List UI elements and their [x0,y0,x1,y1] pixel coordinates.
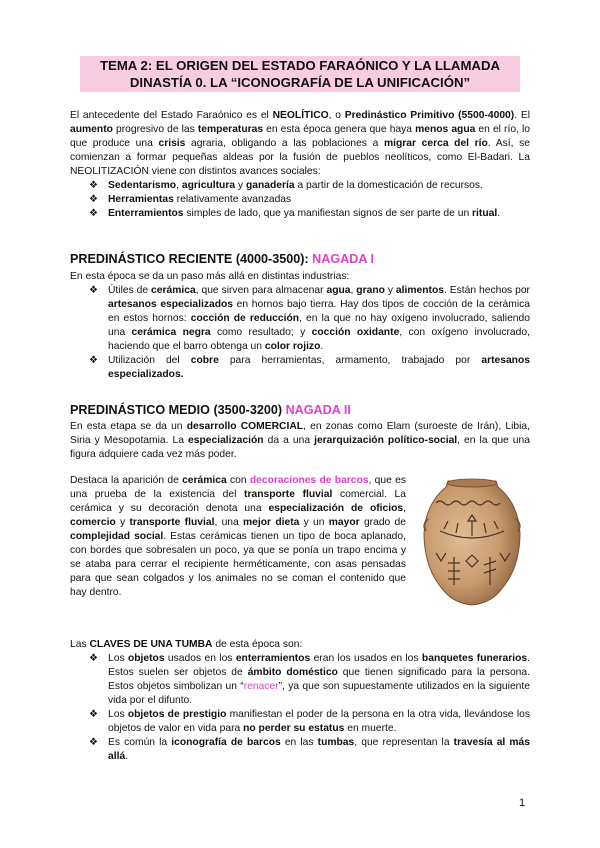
bold-run: grano [356,285,385,296]
section-reciente [70,270,530,382]
pottery-figure [414,473,530,611]
bold-run: complejidad social [70,531,164,542]
text-run: progresivo de las [112,124,198,135]
text-run: en hornos bajo tierra. Hay dos tipos de cocción de la cerámica en estos hornos: [108,299,531,324]
bold-run: CLAVES DE UNA TUMBA [89,639,213,650]
bold-run: transporte fluvial [129,517,215,528]
text-run: , que es una prueba de la existencia del [70,475,406,500]
list-item [70,193,530,207]
text-run: agraria, obligando a las poblaciones a [185,138,384,149]
section-heading-medio [70,403,351,417]
text-run: grado de [359,517,406,528]
text-run: , en la que no hay oxígeno involucrado, saliendo una [108,313,530,338]
bold-run: transporte fluvial [244,489,333,500]
tumba-bullet-list [70,652,530,764]
text-run: . [497,208,501,219]
text-run: . El [514,110,530,121]
bold-run: ganadería [245,180,295,191]
bold-run: desarrollo COMERCIAL [186,421,304,432]
bold-run: cerámica negra [131,327,211,338]
text-run: y un [299,517,329,528]
text-run: comercial. La cerámica y su decoración denota una [70,489,406,514]
text-run: . Están hechos por [443,285,530,296]
medio-paragraph-2 [70,474,406,600]
text-run: como resultado; y [210,327,312,338]
diamond-bullet-icon: ❖ [89,737,98,748]
text-run: de esta época son: [212,639,303,650]
bold-run: Enterramientos [108,208,184,219]
text-run: en muerte. [344,723,397,734]
diamond-bullet-icon: ❖ [89,208,98,219]
bold-run: ámbito doméstico [247,667,338,678]
bold-run: cocción oxidante [311,327,400,338]
text-run: Destaca la aparición de [70,475,183,486]
bold-run: temperaturas [197,124,264,135]
page-title-line-1: TEMA 2: EL ORIGEN DEL ESTADO FARAÓNICO Y LA LLAMADA [99,58,501,73]
bold-run: alimentos [395,285,444,296]
text-run: Útiles de [108,285,152,296]
text-run: , en la que una figura adquiere cada vez más poder. [70,435,530,460]
text-run: a partir de la domesticación de recursos. [294,180,483,191]
bold-run: artesanos especializados [108,299,234,310]
bold-run: iconografía de barcos [171,737,281,748]
list-item [70,207,530,221]
text-run: El antecedente del Estado Faraónico es el [70,110,273,121]
accent-run: decoraciones de barcos [249,475,369,486]
diamond-bullet-icon: ❖ [89,709,98,720]
intro-bullet-list [70,179,530,221]
text-run: , una [214,517,244,528]
diamond-bullet-icon: ❖ [89,653,98,664]
paragraph [70,474,406,600]
page-title-line-2: DINASTÍA 0. LA “ICONOGRAFÍA DE LA UNIFICACIÓN” [129,75,471,90]
bold-run: cobre [190,355,219,366]
text-run: En esta etapa se da un [70,421,187,432]
text-run: simples de lado, que ya manifiestan signos de ser parte de un [183,208,473,219]
bold-run: especialización de oficios [268,503,404,514]
intro-paragraph [70,109,530,179]
text-run: eran los usados en los [310,653,422,664]
text-run: en las [280,737,318,748]
bold-run: agua [326,285,351,296]
text-run: da a una [263,435,315,446]
bold-run: ritual [472,208,498,219]
text-run: que tienen significado para la persona. Estos objetos simbolizan un “ [108,667,530,692]
text-run: . Así, se comienzan a formar pequeñas aldeas por la fusión de pueblos neolíticos, como El-Badari. La NEOLITIZACIÓN viene con distintos avances sociales: [70,138,531,177]
section-heading-reciente [70,252,374,266]
tumba-section [70,638,530,764]
text-run: , en zonas como Elam (suroeste de Irán), Libia, Siria y Mesopotamia. La [70,421,531,446]
text-run: , o [328,110,345,121]
bold-run: Predinástico Primitivo (5500-4000) [344,110,515,121]
text-run: con [226,475,250,486]
text-run: en el río, lo que produce una [70,124,530,149]
medio-paragraph-1 [70,420,530,462]
list-item [70,354,530,382]
list-item [70,708,530,736]
text-run: para herramientas, armamento, trabajado por [218,355,482,366]
text-run: y [115,517,130,528]
paragraph [70,420,530,462]
bold-run: no perder su estatus [243,723,345,734]
bold-run: Sedentarismo [108,180,177,191]
bold-run: mejor dieta [243,517,300,528]
heading-accent: NAGADA I [312,252,374,266]
page-title [80,56,520,92]
section-intro: En esta época se da un paso más allá en distintas industrias: [70,271,350,282]
text-run: manifiestan el poder de la persona en la otra vida, llevándose los objetos de valor en vida para [108,709,530,734]
bold-run: mayor [328,517,360,528]
text-run: ”, ya que son supuestamente utilizados en la siguiente vida por el difunto. [108,681,530,706]
list-item [70,284,530,354]
bold-run: objetos [127,653,165,664]
bold-run: menos agua [415,124,476,135]
text-run: , [403,503,407,514]
bold-run: tumbas [317,737,355,748]
text-run: Las [70,639,90,650]
bold-run: objetos de prestigio [127,709,227,720]
accent-run: renacer [243,681,279,692]
text-run: , que sirven para almacenar [195,285,327,296]
text-run: . Estas cerámicas tienen un tipo de boca aplanado, con bordes que sobresalen un poco, ya que se ponía un trapo encima y se ataba para cerrar el recipiente herméticamente, con asas pensadas para que sean colgados y los animales no se coman el contenido que hay dentro. [70,531,406,598]
text-run: , [350,285,357,296]
bold-run: especialización [188,435,264,446]
text-run: en esta época genera que haya [263,124,416,135]
text-run: Utilización del [108,355,191,366]
bold-run: color rojizo [264,341,321,352]
text-run: y [235,180,246,191]
decorated-boat-pottery-vase-icon [414,473,530,611]
diamond-bullet-icon: ❖ [89,285,98,296]
text-run: Es común la [108,737,172,748]
heading-text: PREDINÁSTICO RECIENTE (4000-3500): [70,252,313,266]
bold-run: banquetes funerarios [421,653,528,664]
list-item [70,179,530,193]
text-run: usados en los [164,653,236,664]
page-number: 1 [519,797,526,809]
bold-run: agricultura [181,180,236,191]
bold-run: crisis [158,138,186,149]
heading-accent: NAGADA II [285,403,351,417]
bold-run: travesía al más allá [108,737,530,762]
text-run: . [320,341,324,352]
list-item [70,736,530,764]
text-run: , con oxígeno involucrado, haciendo que el barro obtenga un [108,327,530,352]
text-run: , [176,180,182,191]
bold-run: comercio [70,517,116,528]
bold-run: Herramientas [108,194,174,205]
text-run: Los [108,709,128,720]
diamond-bullet-icon: ❖ [89,194,98,205]
bold-run: cerámica [151,285,196,296]
list-item [70,652,530,708]
heading-text: PREDINÁSTICO MEDIO (3500-3200) [70,403,286,417]
bold-run: enterramientos [235,653,311,664]
text-run: . [125,751,129,762]
bold-run: cerámica [182,475,227,486]
tumba-intro [70,638,530,652]
bold-run: cocción de reducción [190,313,300,324]
text-run: Los [108,653,128,664]
reciente-bullet-list [70,284,530,382]
bold-run: migrar cerca del río [383,138,488,149]
text-run: relativamente avanzadas [173,194,292,205]
text-run: . Estos suelen ser objetos de [108,653,530,678]
intro-section [70,109,530,221]
bold-run: NEOLÍTICO [272,110,329,121]
diamond-bullet-icon: ❖ [89,180,98,191]
bold-run: jerarquización político-social [314,435,458,446]
text-run: , que representan la [354,737,454,748]
bold-run: aumento [70,124,113,135]
bold-run: artesanos especializados. [108,355,530,380]
text-run: y [384,285,396,296]
diamond-bullet-icon: ❖ [89,355,98,366]
